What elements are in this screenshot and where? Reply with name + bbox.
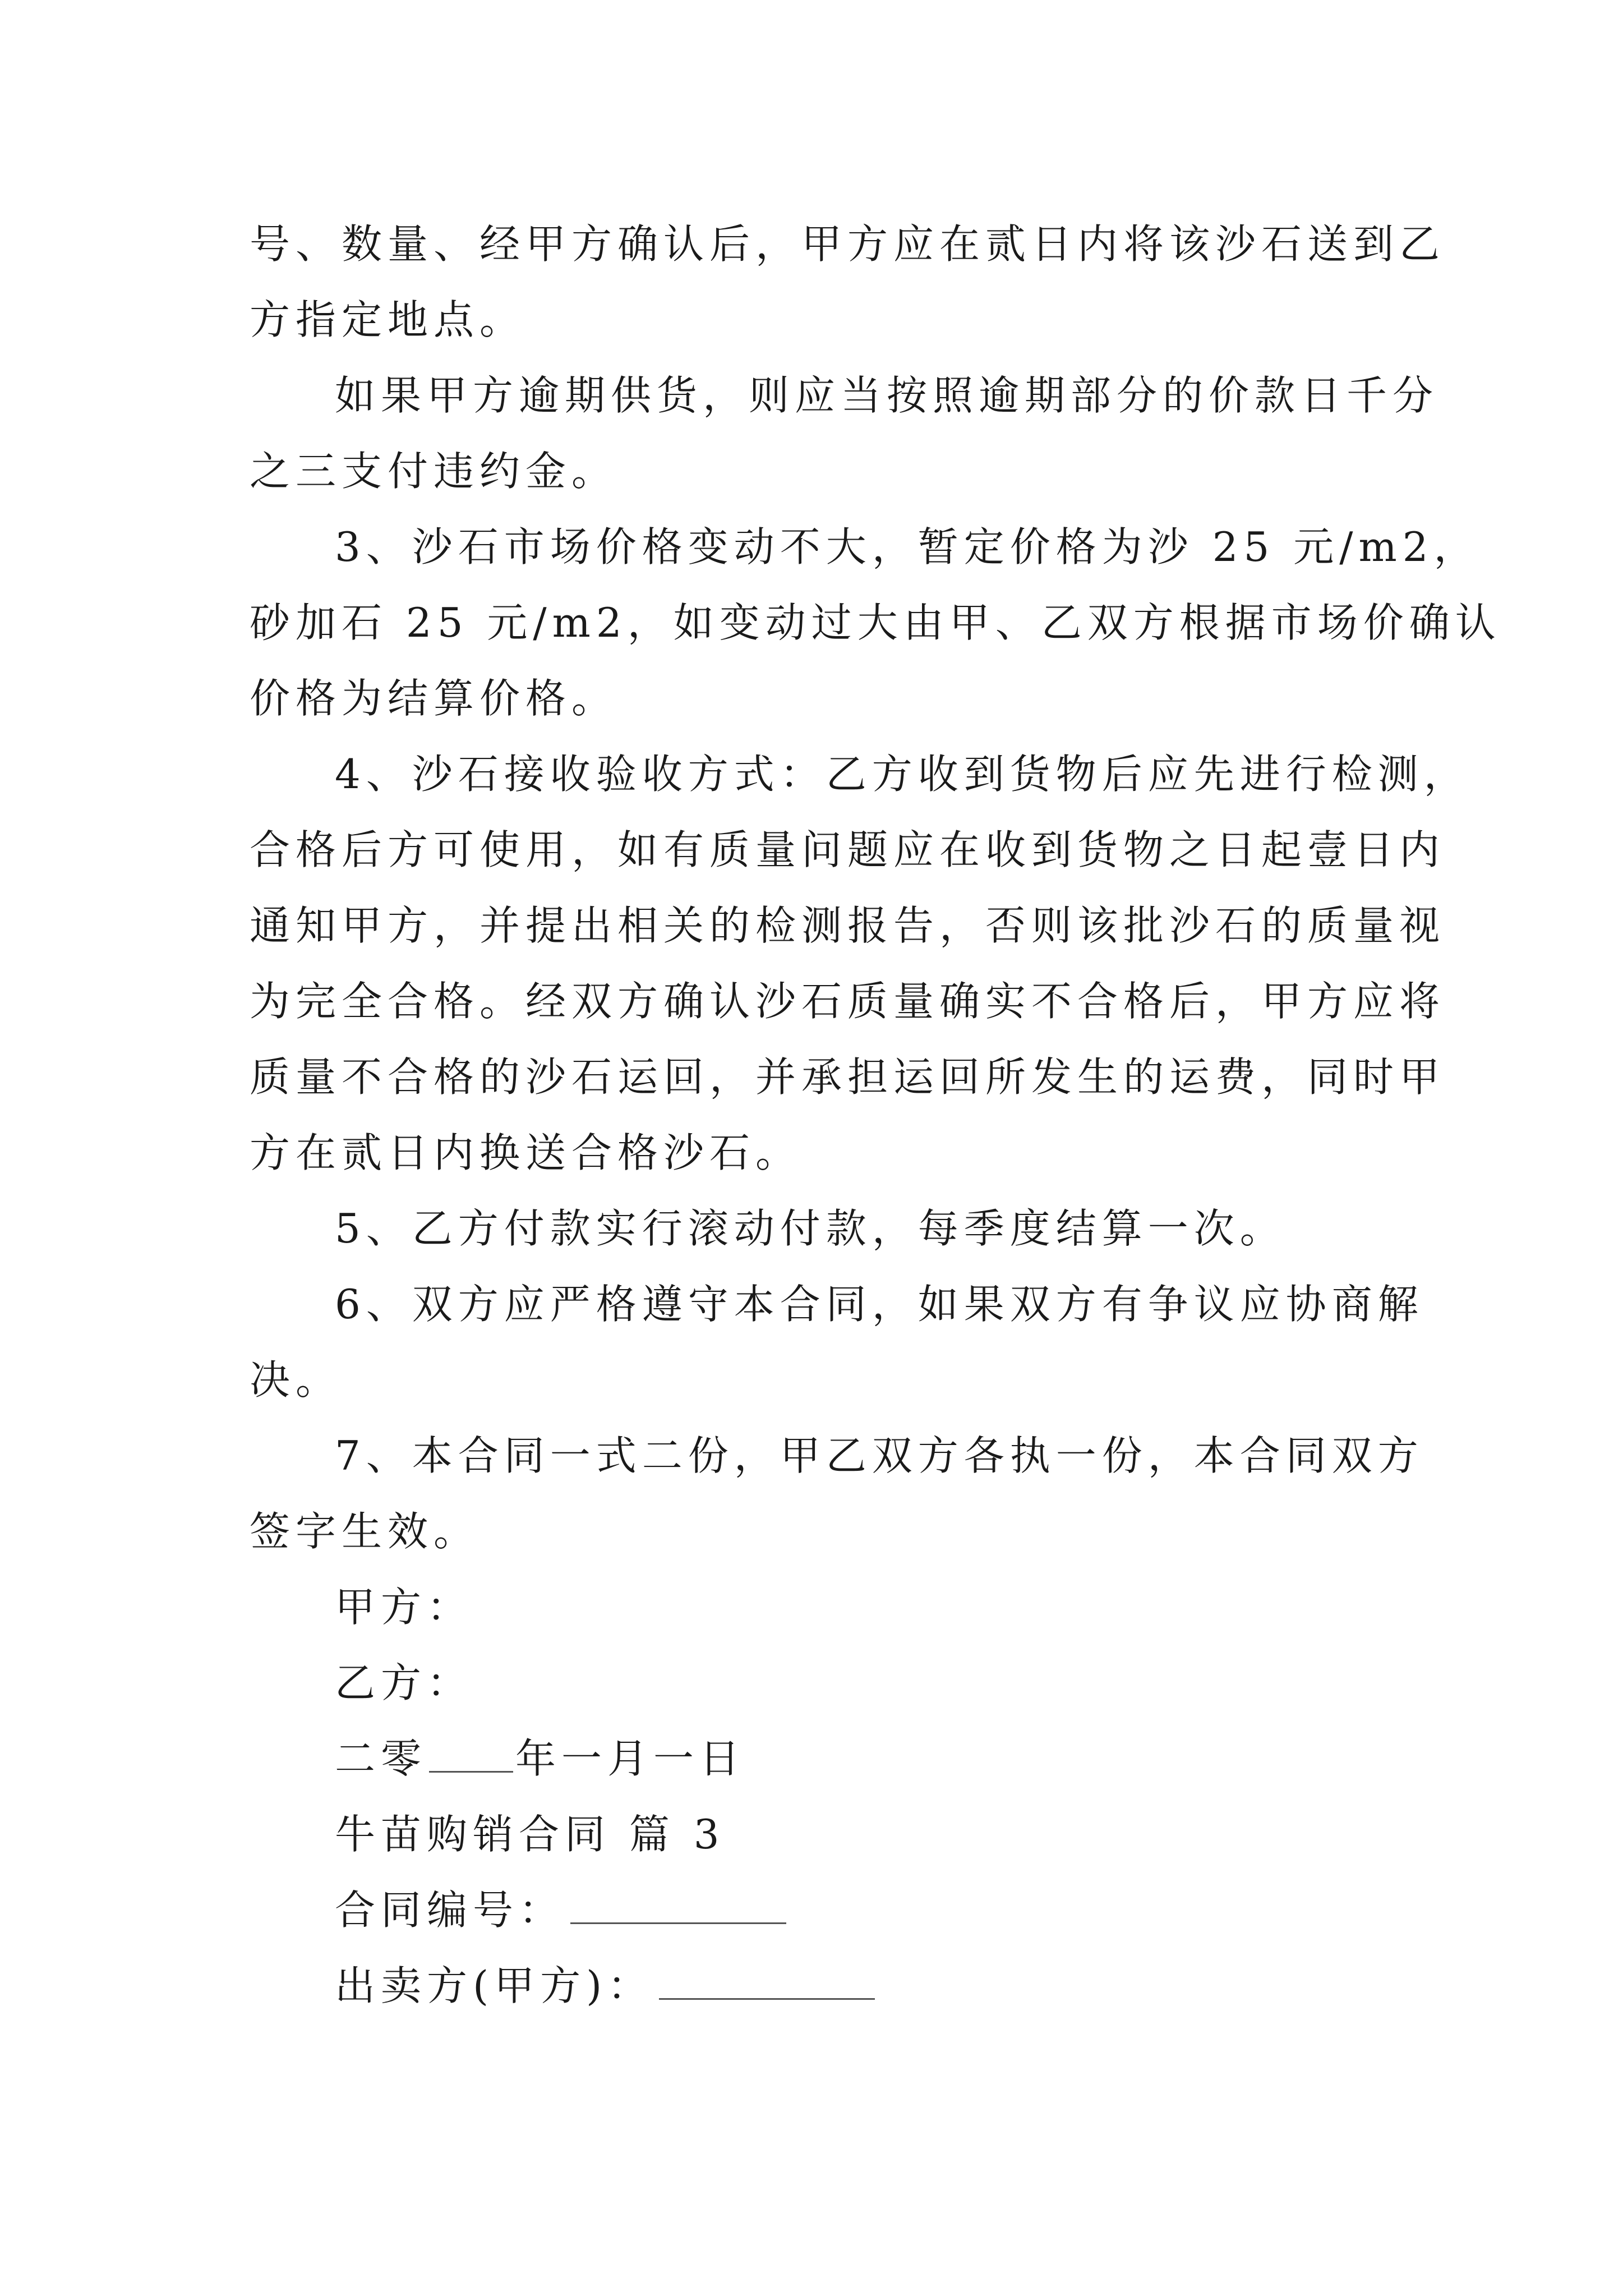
paragraph-line: 质量不合格的沙石运回，并承担运回所发生的运费，同时甲 [250, 1053, 1446, 1101]
paragraph-line: 决。 [250, 1356, 342, 1404]
document-body [250, 206, 1501, 2024]
paragraph-line: 价格为结算价格。 [250, 675, 618, 722]
paragraph-line: 砂加石 25 元/m2，如变动过大由甲、乙双方根据市场价确认 [250, 599, 1501, 646]
paragraph-line: 3、沙石市场价格变动不大，暂定价格为沙 25 元/m2， [335, 523, 1480, 570]
paragraph-line: 6、双方应严格遵守本合同，如果双方有争议应协商解 [335, 1281, 1424, 1328]
date-prefix: 二零 [335, 1735, 427, 1782]
party-a-label: 甲方： [335, 1584, 473, 1631]
paragraph-line: 之三支付违约金。 [250, 448, 618, 495]
paragraph-line: 5、乙方付款实行滚动付款，每季度结算一次。 [335, 1205, 1286, 1252]
paragraph-line: 通知甲方，并提出相关的检测报告，否则该批沙石的质量视 [250, 902, 1446, 949]
year-blank [429, 1765, 513, 1773]
date-line [250, 1721, 1382, 1797]
seller-label: 出卖方(甲方)： [335, 1962, 654, 2009]
seller-line [250, 1948, 1382, 2024]
paragraph-line: 7、本合同一式二份，甲乙双方各执一份，本合同双方 [335, 1432, 1424, 1479]
paragraph-line: 如果甲方逾期供货，则应当按照逾期部分的价款日千分 [335, 372, 1439, 419]
paragraph-line: 为完全合格。经双方确认沙石质量确实不合格后，甲方应将 [250, 978, 1446, 1025]
contract-number-blank [570, 1917, 786, 1924]
paragraph-line: 4、沙石接收验收方式：乙方收到货物后应先进行检测， [335, 751, 1470, 798]
paragraph-line: 合格后方可使用，如有质量问题应在收到货物之日起壹日内 [250, 826, 1446, 873]
paragraph-line: 号、数量、经甲方确认后，甲方应在贰日内将该沙石送到乙 [250, 220, 1446, 268]
paragraph-line: 方指定地点。 [250, 296, 526, 343]
paragraph-line: 方在贰日内换送合格沙石。 [250, 1129, 802, 1176]
date-suffix: 年一月一日 [515, 1735, 746, 1782]
contract-number-label: 合同编号： [335, 1887, 565, 1934]
seller-blank [659, 1993, 875, 2000]
paragraph-line: 签字生效。 [250, 1508, 480, 1555]
party-b-label: 乙方： [335, 1659, 473, 1706]
section-title: 牛苗购销合同 篇 3 [335, 1811, 725, 1858]
contract-number-line [250, 1872, 1382, 1948]
